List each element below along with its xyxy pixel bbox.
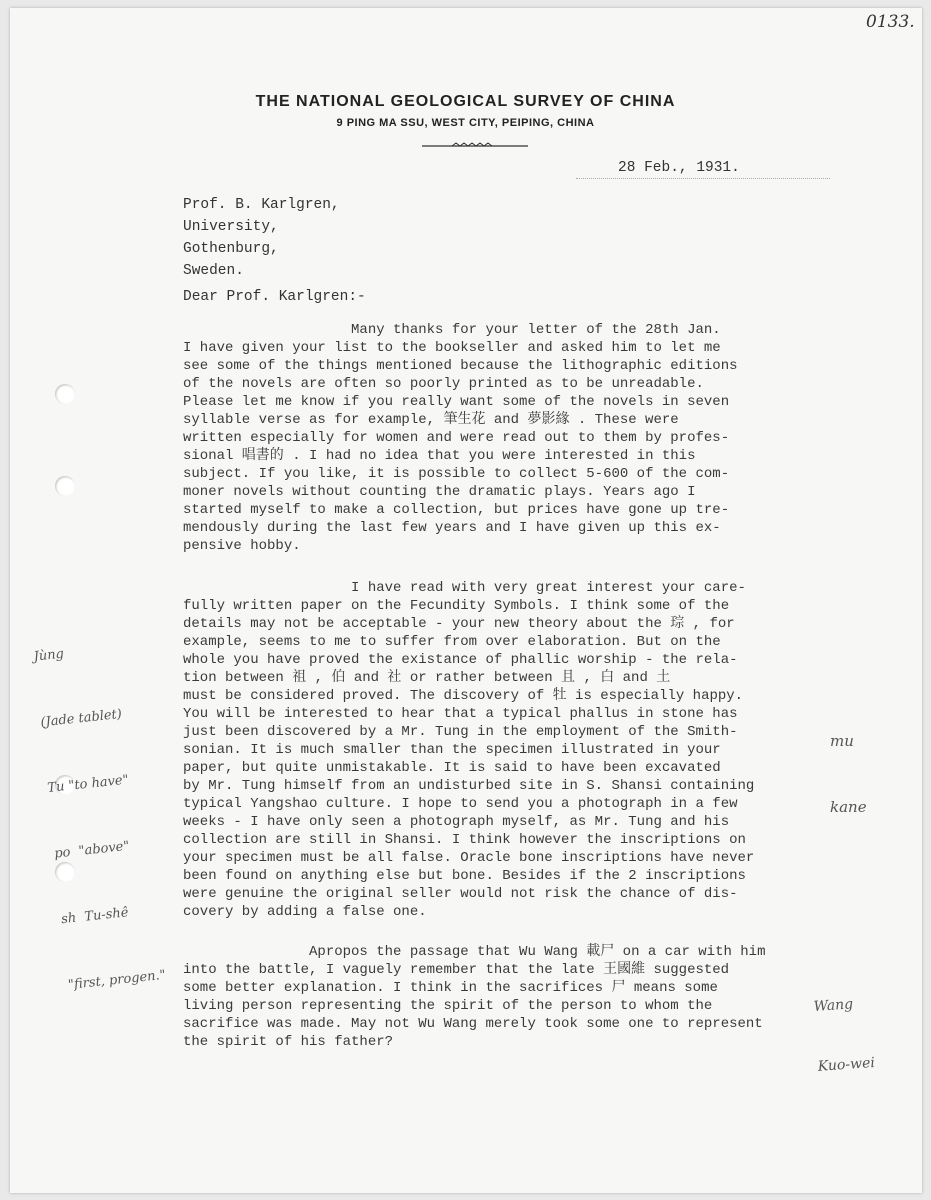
- letterhead-address: 9 PING MA SSU, WEST CITY, PEIPING, CHINA: [336, 117, 595, 129]
- body-line: by Mr. Tung himself from an undisturbed site in S. Shansi containing: [183, 778, 755, 794]
- note-line: mu: [830, 732, 854, 750]
- body-line: tion between 祖 , 伯 and 社 or rather between 且 , 白 and 土: [183, 670, 671, 686]
- body-line: whole you have proved the existance of phallic worship - the rela-: [183, 652, 738, 668]
- letter-date: 28 Feb., 1931.: [618, 160, 740, 176]
- recipient-line: Prof. B. Karlgren,: [183, 197, 340, 213]
- recipient-line: Gothenburg,: [183, 241, 279, 257]
- body-line: into the battle, I vaguely remember that the late 王國維 suggested: [183, 962, 730, 978]
- body-line: paper, but quite unmistakable. It is said to have been excavated: [183, 760, 721, 776]
- body-line: the spirit of his father?: [183, 1034, 394, 1050]
- note-line: kane: [830, 798, 867, 816]
- body-line: collection are still in Shansi. I think however the inscriptions on: [183, 832, 746, 848]
- body-line: been found on anything else but bone. Besides if the 2 inscriptions: [183, 868, 746, 884]
- body-line: living person representing the spirit of the person to whom the: [183, 998, 713, 1014]
- body-line: Many thanks for your letter of the 28th Jan.: [183, 322, 721, 338]
- punch-hole: [55, 384, 75, 404]
- body-line: moner novels without counting the dramatic plays. Years ago I: [183, 484, 696, 500]
- body-line: fully written paper on the Fecundity Symbols. I think some of the: [183, 598, 730, 614]
- body-line: covery by adding a false one.: [183, 904, 427, 920]
- body-line: subject. If you like, it is possible to collect 5-600 of the com-: [183, 466, 730, 482]
- handwritten-note-right: [810, 953, 877, 1097]
- letterhead-ornament: [422, 142, 528, 150]
- body-line: details may not be acceptable - your new theory about the 琮 , for: [183, 616, 735, 632]
- letterhead-title: THE NATIONAL GEOLOGICAL SURVEY OF CHINA: [255, 93, 676, 110]
- body-line: started myself to make a collection, but prices have gone up tre-: [183, 502, 730, 518]
- body-line: pensive hobby.: [183, 538, 301, 554]
- date-rule: [576, 178, 830, 179]
- body-line: syllable verse as for example, 筆生花 and 夢影緣 . These were: [183, 412, 679, 428]
- note-line: Kuo-wei: [817, 1054, 876, 1075]
- note-line: Tu "to have": [46, 772, 130, 796]
- body-line: I have given your list to the bookseller and asked him to let me: [183, 340, 721, 356]
- body-line: weeks - I have only seen a photograph myself, as Mr. Tung and his: [183, 814, 730, 830]
- body-line: mendously during the last few years and I have given up this ex-: [183, 520, 721, 536]
- body-line: of the novels are often so poorly printed as to be unreadable.: [183, 376, 704, 392]
- paragraph-3: [183, 943, 823, 1051]
- body-line: your specimen must be all false. Oracle bone inscriptions have never: [183, 850, 755, 866]
- punch-hole: [55, 476, 75, 496]
- body-line: some better explanation. I think in the sacrifices 尸 means some: [183, 980, 718, 996]
- body-line: just been discovered by a Mr. Tung in the employment of the Smith-: [183, 724, 738, 740]
- handwritten-note-right: [830, 686, 867, 840]
- note-line: Wang: [813, 996, 854, 1016]
- body-line: sonian. It is much smaller than the specimen illustrated in your: [183, 742, 721, 758]
- body-line: Apropos the passage that Wu Wang 載尸 on a car with him: [183, 944, 766, 960]
- body-line: You will be interested to hear that a typical phallus in stone has: [183, 706, 738, 722]
- note-line: (Jade tablet): [39, 706, 123, 731]
- body-line: written especially for women and were read out to them by profes-: [183, 430, 730, 446]
- body-line: were genuine the original seller would not risk the chance of dis-: [183, 886, 738, 902]
- note-line: "first, progen.": [67, 967, 167, 993]
- paragraph-2: [183, 579, 823, 921]
- body-line: sacrifice was made. May not Wu Wang merely took some one to represent: [183, 1016, 763, 1032]
- note-line: Jùng: [32, 646, 65, 665]
- archive-number: 0133.: [866, 12, 915, 32]
- body-line: must be considered proved. The discovery of 牡 is especially happy.: [183, 688, 744, 704]
- note-line: po "above": [53, 838, 131, 862]
- recipient-address: [183, 194, 340, 282]
- salutation: Dear Prof. Karlgren:-: [183, 289, 366, 305]
- body-line: sional 唱書的 . I had no idea that you were interested in this: [183, 448, 696, 464]
- body-line: see some of the things mentioned because the lithographic editions: [183, 358, 738, 374]
- body-line: Please let me know if you really want some of the novels in seven: [183, 394, 730, 410]
- paragraph-1: [183, 321, 823, 555]
- body-line: I have read with very great interest your care-: [183, 580, 746, 596]
- body-line: example, seems to me to suffer from over elaboration. But on the: [183, 634, 721, 650]
- note-line: sh Tu-shê: [60, 905, 130, 928]
- recipient-line: Sweden.: [183, 263, 244, 279]
- body-line: typical Yangshao culture. I hope to send you a photograph in a few: [183, 796, 738, 812]
- recipient-line: University,: [183, 219, 279, 235]
